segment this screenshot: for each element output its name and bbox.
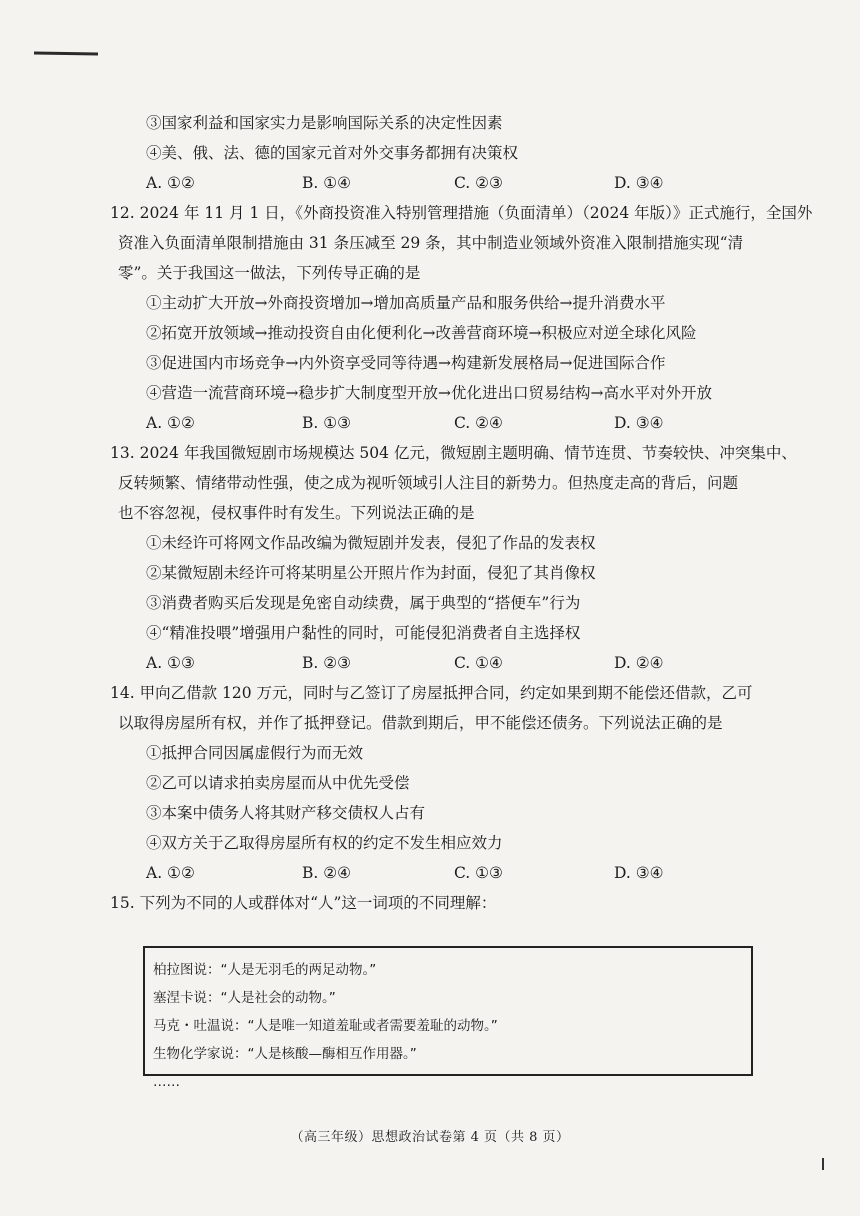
q15-quote-box — [143, 946, 753, 1090]
q14-option-d: D. ③④ — [614, 864, 664, 882]
q12-statement-4: ④营造一流营商环境→稳步扩大制度型开放→优化进出口贸易结构→高水平对外开放 — [146, 384, 712, 402]
q12-statement-3: ③促进国内市场竞争→内外资享受同等待遇→构建新发展格局→促进国际合作 — [146, 354, 666, 372]
q14-statement-3: ③本案中债务人将其财产移交债权人占有 — [146, 804, 426, 822]
q13-statement-3: ③消费者购买后发现是免密自动续费，属于典型的“搭便车”行为 — [146, 594, 581, 612]
quote-ellipsis: …… — [153, 1074, 180, 1090]
q14-stem-line-1: 14. 甲向乙借款 120 万元，同时与乙签订了房屋抵押合同，约定如果到期不能偿还借款，乙可 — [110, 684, 753, 702]
q15-stem: 15. 下列为不同的人或群体对“人”这一词项的不同理解： — [110, 894, 497, 912]
q12-stem-line-3: 零”。关于我国这一做法，下列传导正确的是 — [118, 264, 421, 282]
q12-statement-1: ①主动扩大开放→外商投资增加→增加高质量产品和服务供给→提升消费水平 — [146, 294, 666, 312]
q14-statement-2: ②乙可以请求拍卖房屋而从中优先受偿 — [146, 774, 410, 792]
q11-statement-4: ④美、俄、法、德的国家元首对外交事务都拥有决策权 — [146, 144, 519, 162]
q14-option-b: B. ②④ — [302, 864, 352, 882]
q13-stem-line-2: 反转频繁、情绪带动性强，使之成为视听领域引人注目的新势力。但热度走高的背后，问题 — [118, 474, 739, 492]
q11-option-a: A. ①② — [146, 174, 195, 192]
scan-edge-mark — [34, 51, 98, 55]
quote-biochemist: 生物化学家说：“人是核酸—酶相互作用器。” — [153, 1046, 417, 1062]
q12-stem-line-2: 资准入负面清单限制措施由 31 条压减至 29 条，其中制造业领域外资准入限制措施实现“清 — [118, 234, 744, 252]
q12-options — [118, 408, 758, 438]
questions-content — [110, 108, 813, 918]
q12-option-b: B. ①③ — [302, 414, 352, 432]
q13-statement-2: ②某微短剧未经许可将某明星公开照片作为封面，侵犯了其肖像权 — [146, 564, 596, 582]
quote-seneca: 塞涅卡说：“人是社会的动物。” — [153, 990, 336, 1006]
q13-option-d: D. ②④ — [614, 654, 664, 672]
scan-edge-tick — [822, 1158, 824, 1170]
q11-option-c: C. ②③ — [454, 174, 503, 192]
q13-statement-4: ④“精准投喂”增强用户黏性的同时，可能侵犯消费者自主选择权 — [146, 624, 581, 642]
q11-options — [118, 168, 758, 198]
q13-option-c: C. ①④ — [454, 654, 503, 672]
q12-option-c: C. ②④ — [454, 414, 503, 432]
quote-plato: 柏拉图说：“人是无羽毛的两足动物。” — [153, 962, 377, 978]
q11-statement-3: ③国家利益和国家实力是影响国际关系的决定性因素 — [146, 114, 503, 132]
q12-option-d: D. ③④ — [614, 414, 664, 432]
q14-options — [118, 858, 758, 888]
q14-option-c: C. ①③ — [454, 864, 503, 882]
q13-statement-1: ①未经许可将网文作品改编为微短剧并发表，侵犯了作品的发表权 — [146, 534, 596, 552]
q12-statement-2: ②拓宽开放领域→推动投资自由化便利化→改善营商环境→积极应对逆全球化风险 — [146, 324, 697, 342]
q14-option-a: A. ①② — [146, 864, 195, 882]
q11-option-b: B. ①④ — [302, 174, 352, 192]
q12-option-a: A. ①② — [146, 414, 195, 432]
q13-option-b: B. ②③ — [302, 654, 352, 672]
q11-option-d: D. ③④ — [614, 174, 664, 192]
q14-statement-4: ④双方关于乙取得房屋所有权的约定不发生相应效力 — [146, 834, 503, 852]
page-footer: （高三年级）思想政治试卷第 4 页（共 8 页） — [290, 1130, 570, 1145]
q14-stem-line-2: 以取得房屋所有权，并作了抵押登记。借款到期后，甲不能偿还债务。下列说法正确的是 — [118, 714, 723, 732]
quote-mark-twain: 马克・吐温说：“人是唯一知道羞耻或者需要羞耻的动物。” — [153, 1018, 498, 1034]
q13-options — [118, 648, 758, 678]
q13-option-a: A. ①③ — [146, 654, 195, 672]
q12-stem-line-1: 12. 2024 年 11 月 1 日，《外商投资准入特别管理措施（负面清单）（2024 年版）》正式施行，全国外 — [110, 204, 813, 222]
q13-stem-line-3: 也不容忽视，侵权事件时有发生。下列说法正确的是 — [118, 504, 475, 522]
q13-stem-line-1: 13. 2024 年我国微短剧市场规模达 504 亿元，微短剧主题明确、情节连贯、节奏较快、冲突集中、 — [110, 444, 797, 462]
q14-statement-1: ①抵押合同因属虚假行为而无效 — [146, 744, 364, 762]
